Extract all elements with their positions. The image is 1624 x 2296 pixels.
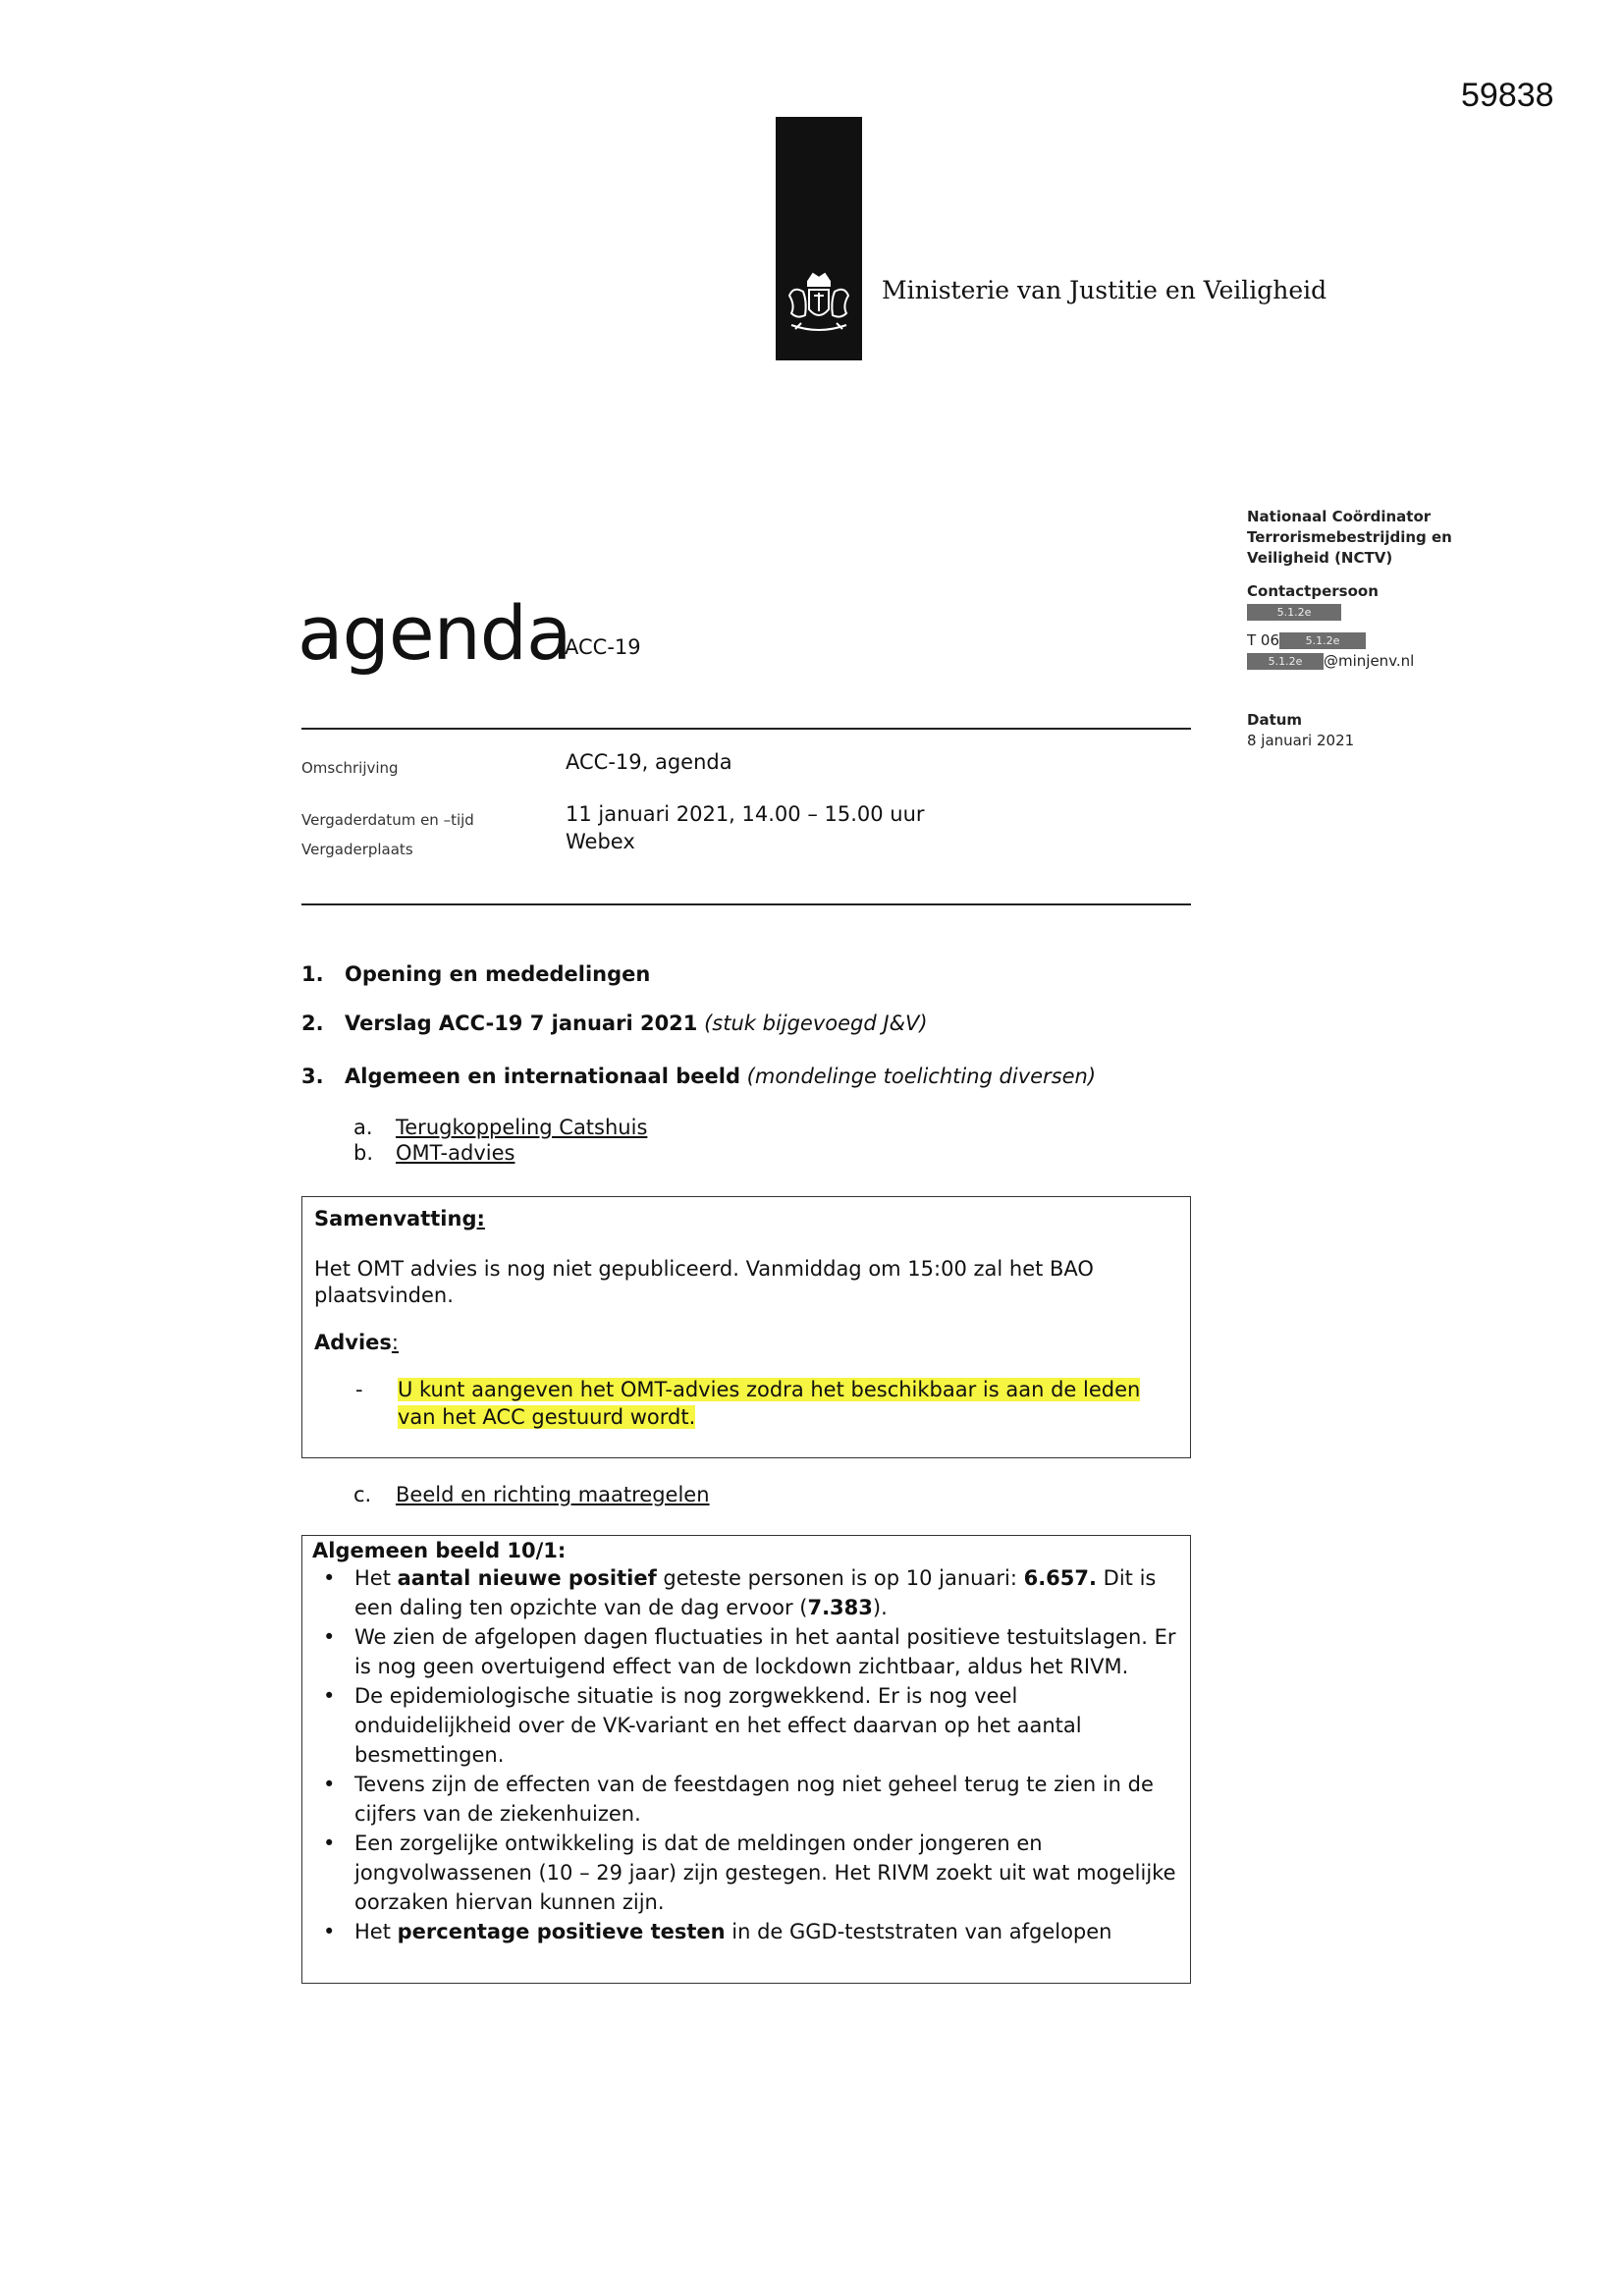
org-line: Veiligheid (NCTV): [1247, 549, 1393, 567]
text-span: ).: [872, 1596, 888, 1619]
date-value: 8 januari 2021: [1247, 732, 1355, 749]
list-item: • Een zorgelijke ontwikkeling is dat de meldingen onder jongeren en jongvolwassenen (10 – 29 jaar) zijn gestegen. Het RIVM zoekt uit wat mogelijke oorzaken hiervan kunnen zijn.: [312, 1829, 1176, 1917]
sidebar-contact: [1247, 581, 1414, 672]
text-bold: percentage positieve testen: [397, 1920, 726, 1943]
summary-box: [301, 1196, 1191, 1458]
text-bold: 6.657.: [1023, 1566, 1097, 1590]
sub-item: [353, 1483, 710, 1506]
agenda-item: [301, 1011, 928, 1035]
government-logo: [776, 117, 862, 360]
contact-label: Contactpersoon: [1247, 582, 1379, 600]
advice-item: [314, 1376, 1178, 1431]
agenda-item: [301, 1065, 1096, 1088]
sub-item-letter: c.: [353, 1483, 372, 1506]
sidebar-org: [1247, 507, 1452, 569]
sub-item: [353, 1141, 514, 1165]
divider: [301, 903, 1191, 905]
item-heading: Opening en mededelingen: [345, 962, 651, 986]
meeting-place-value: Webex: [566, 830, 635, 853]
item-heading: Algemeen en internationaal beeld: [345, 1065, 740, 1088]
advice-text: U kunt aangeven het OMT-advies zodra het beschikbaar is aan de leden van het ACC gestuurd wordt.: [398, 1378, 1141, 1429]
item-number: 2.: [301, 1011, 324, 1035]
text-span: in de GGD-teststraten van afgelopen: [725, 1920, 1112, 1943]
date-label: Datum: [1247, 711, 1303, 729]
item-heading: Verslag ACC-19 7 januari 2021: [345, 1011, 698, 1035]
org-line: Nationaal Coördinator: [1247, 508, 1432, 525]
sub-item-letter: a.: [353, 1116, 373, 1139]
document-number: 59838: [1461, 77, 1554, 114]
redaction-box: 5.1.2e: [1247, 604, 1341, 621]
item-note: (mondelinge toelichting diversen): [746, 1065, 1097, 1088]
list-item: • Tevens zijn de effecten van de feestdagen nog niet geheel terug te zien in de cijfers van de ziekenhuizen.: [312, 1770, 1176, 1829]
redaction-box: 5.1.2e: [1247, 653, 1324, 670]
advice-heading-line: [314, 1331, 1178, 1354]
org-line: Terrorismebestrijding en: [1247, 528, 1452, 546]
agenda-item: [301, 962, 650, 986]
general-picture-box: [301, 1535, 1191, 1984]
list-item: [312, 1563, 1176, 1622]
crest-icon: [782, 266, 856, 341]
summary-heading-line: [314, 1207, 1178, 1230]
text-span: Het: [354, 1566, 398, 1590]
meeting-date-value: 11 januari 2021, 14.00 – 15.00 uur: [566, 802, 925, 826]
sidebar-date: [1247, 710, 1354, 751]
ministry-name: Ministerie van Justitie en Veiligheid: [882, 276, 1327, 304]
text-span: geteste personen is op 10 januari:: [656, 1566, 1024, 1590]
divider: [301, 728, 1191, 730]
item-number: 1.: [301, 962, 324, 986]
item-note: (stuk bijgevoegd J&V): [704, 1011, 928, 1035]
sub-item-letter: b.: [353, 1141, 374, 1165]
text-span: Dit is een daling ten opzichte van de dag ervoor (: [354, 1566, 1157, 1619]
sub-item-text: OMT-advies: [396, 1141, 515, 1165]
summary-heading: Samenvatting: [314, 1207, 477, 1230]
summary-colon: :: [476, 1207, 485, 1230]
text-bold: 7.383: [807, 1596, 873, 1619]
item-number: 3.: [301, 1065, 324, 1088]
advice-heading: Advies: [314, 1331, 392, 1354]
general-picture-heading: Algemeen beeld 10/1:: [312, 1539, 567, 1562]
text-span: Het: [354, 1920, 398, 1943]
phone-prefix: T 06: [1247, 631, 1280, 649]
page-title: agenda: [298, 589, 571, 677]
bullet-list: [312, 1563, 1176, 1946]
text-bold: aantal nieuwe positief: [397, 1566, 657, 1590]
description-value: ACC-19, agenda: [566, 750, 732, 774]
summary-text: Het OMT advies is nog niet gepubliceerd. Vanmiddag om 15:00 zal het BAO plaatsvinden.: [314, 1257, 1094, 1307]
email-suffix: @minjenv.nl: [1324, 652, 1415, 670]
list-item: • De epidemiologische situatie is nog zorgwekkend. Er is nog veel onduidelijkheid over de VK-variant en het effect daarvan op het aantal besmettingen.: [312, 1681, 1176, 1770]
sub-item-text: Terugkoppeling Catshuis: [396, 1116, 648, 1139]
advice-dash: -: [355, 1378, 363, 1401]
advice-colon: :: [391, 1331, 399, 1354]
meeting-place-label: Vergaderplaats: [301, 841, 413, 858]
sub-item: [353, 1116, 647, 1139]
page-subtitle: ACC-19: [565, 635, 641, 659]
list-item: [312, 1917, 1176, 1946]
description-label: Omschrijving: [301, 759, 399, 777]
redaction-box: 5.1.2e: [1279, 632, 1366, 649]
sub-item-text: Beeld en richting maatregelen: [396, 1483, 710, 1506]
list-item: • We zien de afgelopen dagen fluctuaties in het aantal positieve testuitslagen. Er is nog geen overtuigend effect van de lockdown zichtbaar, aldus het RIVM.: [312, 1622, 1176, 1681]
meeting-date-label: Vergaderdatum en –tijd: [301, 811, 474, 829]
